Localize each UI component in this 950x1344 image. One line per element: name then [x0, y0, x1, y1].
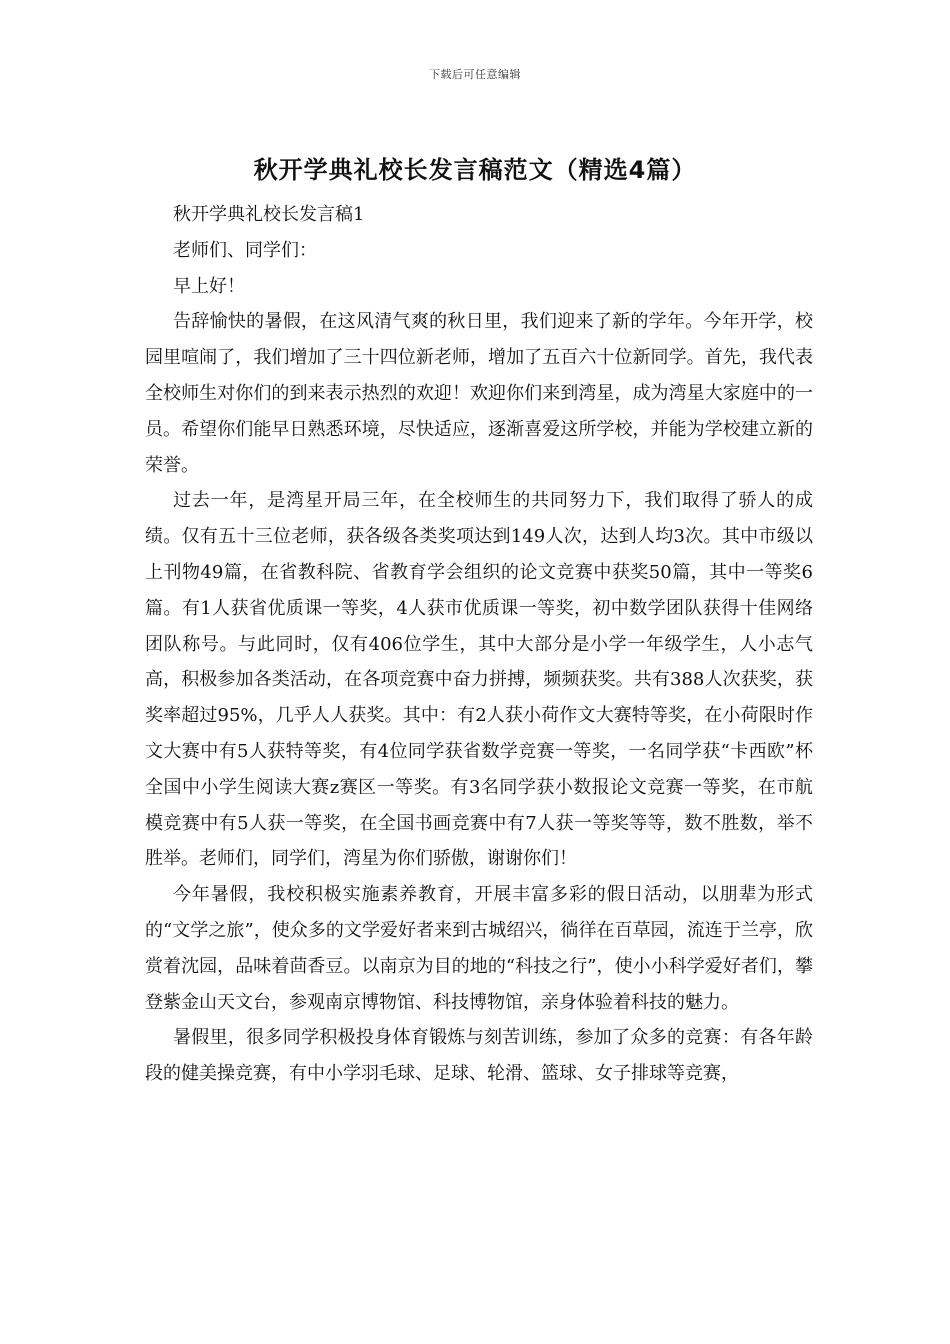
document-title: 秋开学典礼校长发言稿范文（精选4篇）	[253, 156, 697, 184]
paragraph: 秋开学典礼校长发言稿1	[173, 204, 365, 225]
paragraph: 过去一年，是湾星开局三年，在全校师生的共同努力下，我们取得了骄人的成绩。仅有五十三位老师，获各级各类奖项达到149人次，达到人均3次。其中市级以上刊物49篇，在省教科院、省教育学会组织的论文竞赛中获奖50篇，其中一等奖6篇。有1人获省优质课一等奖，4人获市优质课一等奖，初中数学团队获得十佳网络团队称号。与此同时，仅有406位学生，其中大部分是小学一年级学生，人小志气高，积极参加各类活动，在各项竞赛中奋力拼搏，频频获奖。共有388人次获奖，获奖率超过95%，几乎人人获奖。其中：有2人获小荷作文大赛特等奖，在小荷限时作文大赛中有5人获特等奖，有4位同学获省数学竞赛一等奖，一名同学获“卡西欧”杯全国中小学生阅读大赛z赛区一等奖。有3名同学获小数报论文竞赛一等奖，在市航模竞赛中有5人获一等奖，在全国书画竞赛中有7人获一等奖等等，数不胜数，举不胜举。老师们，同学们，湾星为你们骄傲，谢谢你们！	[145, 490, 813, 870]
paragraph: 暑假里，很多同学积极投身体育锻炼与刻苦训练，参加了众多的竞赛：有各年龄段的健美操竞赛，有中小学羽毛球、足球、轮滑、篮球、女子排球等竞赛，	[145, 1027, 813, 1085]
document-body	[145, 197, 813, 1092]
header-note: 下载后可任意编辑	[429, 68, 521, 81]
paragraph: 告辞愉快的暑假，在这风清气爽的秋日里，我们迎来了新的学年。今年开学，校园里喧闹了，我们增加了三十四位新老师，增加了五百六十位新同学。首先，我代表全校师生对你们的到来表示热烈的欢迎！欢迎你们来到湾星，成为湾星大家庭中的一员。希望你们能早日熟悉环境，尽快适应，逐渐喜爱这所学校，并能为学校建立新的荣誉。	[145, 311, 813, 476]
paragraph: 老师们、同学们：	[173, 239, 317, 261]
paragraph: 早上好！	[173, 275, 245, 297]
paragraph: 今年暑假，我校积极实施素养教育，开展丰富多彩的假日活动，以朋辈为形式的“文学之旅”，使众多的文学爱好者来到古城绍兴，徜徉在百草园，流连于兰亭，欣赏着沈园，品味着茴香豆。以南京为目的地的“科技之行”，使小小科学爱好者们，攀登紫金山天文台，参观南京博物馆、科技博物馆，亲身体验着科技的魅力。	[145, 884, 813, 1013]
